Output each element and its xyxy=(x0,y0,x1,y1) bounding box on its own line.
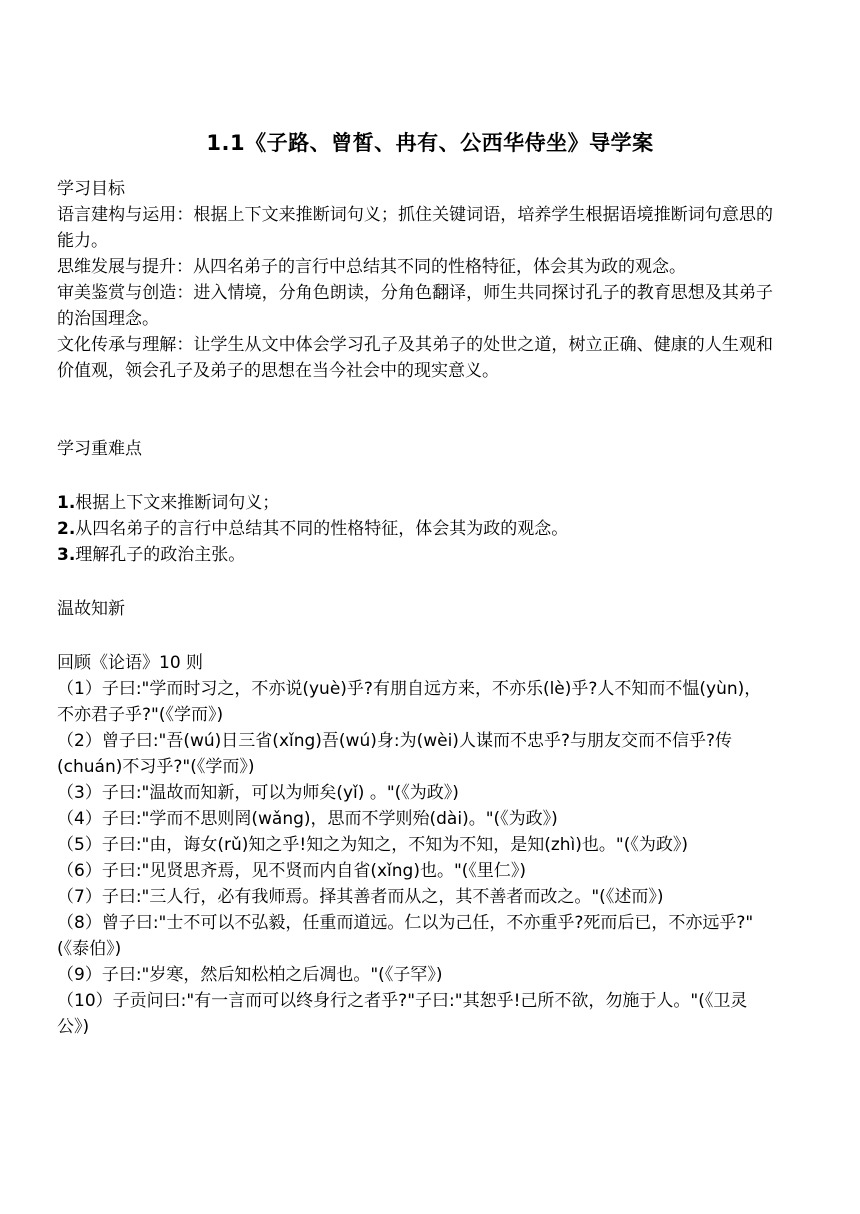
objective-thinking: 思维发展与提升：从四名弟子的言行中总结其不同的性格特征，体会其为政的观念。 xyxy=(57,257,686,277)
analects-quote-1: （1）子曰:"学而时习之，不亦说(yuè)乎?有朋自远方来，不亦乐(lè)乎?人不知而不愠(yùn)，不亦君子乎?"(《学而》) xyxy=(57,679,762,725)
spacer xyxy=(57,622,773,650)
analects-quote-5: （5）子曰:"由，诲女(rǔ)知之乎!知之为知之，不知为不知，是知(zhì)也。"(《为政》) xyxy=(57,835,688,855)
key-points-heading: 学习重难点 xyxy=(57,439,142,459)
key-point-item xyxy=(57,516,773,542)
spacer xyxy=(57,568,773,596)
analects-quote-6: （6）子曰:"见贤思齐焉，见不贤而内自省(xǐng)也。"(《里仁》) xyxy=(57,861,527,881)
analects-quote-9: （9）子曰:"岁寒，然后知松柏之后凋也。"(《子罕》) xyxy=(57,965,443,985)
key-point-text: 理解孔子的政治主张。 xyxy=(75,545,246,565)
review-heading: 温故知新 xyxy=(57,599,125,619)
objective-language: 语言建构与运用：根据上下文来推断词句义；抓住关键词语，培养学生根据语境推断词句意思的能力。 xyxy=(57,205,773,251)
objective-culture: 文化传承与理解：让学生从文中体会学习孔子及其弟子的处世之道，树立正确、健康的人生观和价值观，领会孔子及弟子的思想在当今社会中的现实意义。 xyxy=(57,335,773,381)
analects-quote-2: （2）曾子曰:"吾(wú)日三省(xǐng)吾(wú)身:为(wèi)人谋而不忠乎?与朋友交而不信乎?传(chuán)不习乎?"(《学而》) xyxy=(57,731,732,777)
document-page xyxy=(57,128,773,1040)
analects-quote-7: （7）子曰:"三人行，必有我师焉。择其善者而从之，其不善者而改之。"(《述而》) xyxy=(57,887,664,907)
objective-aesthetic: 审美鉴赏与创造：进入情境，分角色朗读，分角色翻译，师生共同探讨孔子的教育思想及其弟子的治国理念。 xyxy=(57,283,773,329)
key-point-item xyxy=(57,542,773,568)
key-point-text: 根据上下文来推断词句义； xyxy=(75,493,280,513)
document-title: 1.1《子路、曾皙、冉有、公西华侍坐》导学案 xyxy=(206,131,654,155)
key-point-text: 从四名弟子的言行中总结其不同的性格特征，体会其为政的观念。 xyxy=(75,519,569,539)
spacer xyxy=(57,462,773,490)
analects-quote-4: （4）子曰:"学而不思则罔(wǎng)，思而不学则殆(dài)。"(《为政》) xyxy=(57,809,558,829)
spacer xyxy=(57,384,773,436)
analects-quote-8: （8）曾子曰:"士不可以不弘毅，任重而道远。仁以为己任，不亦重乎?死而后已，不亦远乎?" (《泰伯》) xyxy=(57,913,754,959)
key-point-number: 1. xyxy=(57,493,76,513)
key-point-item xyxy=(57,490,773,516)
analects-quote-10: （10）子贡问曰:"有一言而可以终身行之者乎?"子曰:"其恕乎!己所不欲，勿施于人。"(《卫灵公》) xyxy=(57,991,748,1037)
objectives-heading: 学习目标 xyxy=(57,179,125,199)
review-subheading: 回顾《论语》10 则 xyxy=(57,653,204,673)
key-point-number: 2. xyxy=(57,519,76,539)
key-point-number: 3. xyxy=(57,545,76,565)
analects-quote-3: （3）子曰:"温故而知新，可以为师矣(yǐ) 。"(《为政》) xyxy=(57,783,459,803)
